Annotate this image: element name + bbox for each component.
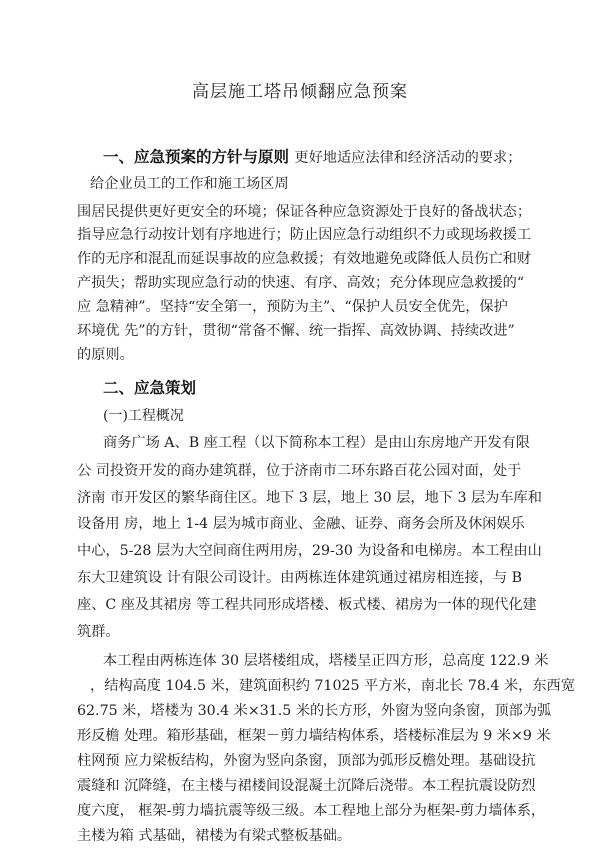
section1-line-1: 给企业员工的工作和施工场区周: [90, 176, 289, 192]
para1-line-5: 中心，5-28 层为大空间商住两用房，29-30 为设备和电梯房。本工程由山: [77, 543, 542, 559]
para1-line-3: 济南 市开发区的繁华商住区。地下 3 层，地上 30 层，地下 3 层为车库和: [77, 490, 542, 506]
section2-heading: 二、应急策划: [103, 379, 197, 397]
para1-line-4: 设备用 房，地上 1-4 层为城市商业、金融、证券、商务会所及休闲娱乐: [77, 516, 525, 532]
para2-line-6: 震缝和 沉降缝，在主楼与裙楼间设混凝土沉降后浇带。本工程抗震设防烈: [77, 778, 536, 794]
para2-line-5: 柱网预 应力梁板结构，外窗为竖向条窗，顶部为弧形反檐处理。基础设抗: [77, 753, 536, 769]
section1-heading-tail: 更好地适应法律和经济活动的要求；: [294, 150, 522, 166]
para1-line-2: 公 司投资开发的商办建筑群，位于济南市二环东路百花公园对面，处于: [77, 463, 522, 479]
section2-subheading: (一)工程概况: [103, 408, 184, 424]
section1-line-7: 环境优 先”的方针，贯彻“常备不懈、统一指挥、高效协调、持续改进”: [77, 323, 515, 339]
para2-line-4: 形反檐 处理。箱形基础，框架－剪力墙结构体系，塔楼标准层为 9 米×9 米: [77, 728, 551, 744]
section1-line-3: 指导应急行动按计划有序地进行；防止因应急行动组织不力或现场救援工: [77, 227, 532, 243]
section1-line-2: 围居民提供更好更安全的环境；保证各种应急资源处于良好的备战状态；: [77, 204, 532, 220]
para1-line-1: 商务广场 A、B 座工程（以下简称本工程）是由山东房地产开发有限: [103, 435, 530, 451]
para1-line-6: 东大卫建筑设 计有限公司设计。由两栋连体建筑通过裙房相连接，与 B: [77, 570, 523, 586]
para1-line-8: 筑群。: [77, 624, 120, 640]
section1-line-4: 作的无序和混乱而延误事故的应急救援；有效地避免或降低人员伤亡和财: [77, 251, 532, 267]
section1-heading-line: [103, 145, 521, 167]
para2-line-7: 度六度， 框架-剪力墙抗震等级三级。本工程地上部分为框架-剪力墙体系，: [77, 803, 546, 819]
para2-line-2: ，结构高度 104.5 米，建筑面积约 71025 平方米，南北长 78.4 米，东西宽: [90, 678, 575, 694]
para2-line-8: 主楼为箱 式基础，裙楼为有梁式整板基础。: [77, 828, 352, 844]
section1-line-8: 的原则。: [77, 347, 134, 363]
section1-line-6: 应 急精神”。坚持“安全第一，预防为主”、“保护人员安全优先，保护: [77, 299, 508, 315]
para1-line-7: 座、C 座及其裙房 等工程共同形成塔楼、板式楼、裙房为一体的现代化建: [77, 597, 537, 613]
section1-heading: 一、应急预案的方针与原则: [103, 148, 290, 166]
section1-line-5: 产损失；帮助实现应急行动的快速、有序、高效；充分体现应急救援的“: [77, 275, 525, 291]
document-title: 高层施工塔吊倾翻应急预案: [192, 82, 408, 102]
para2-line-1: 本工程由两栋连体 30 层塔楼组成，塔楼呈正四方形，总高度 122.9 米: [103, 653, 549, 669]
para2-line-3: 62.75 米，塔楼为 30.4 米×31.5 米的长方形，外窗为竖向条窗，顶部为弧: [77, 703, 552, 719]
